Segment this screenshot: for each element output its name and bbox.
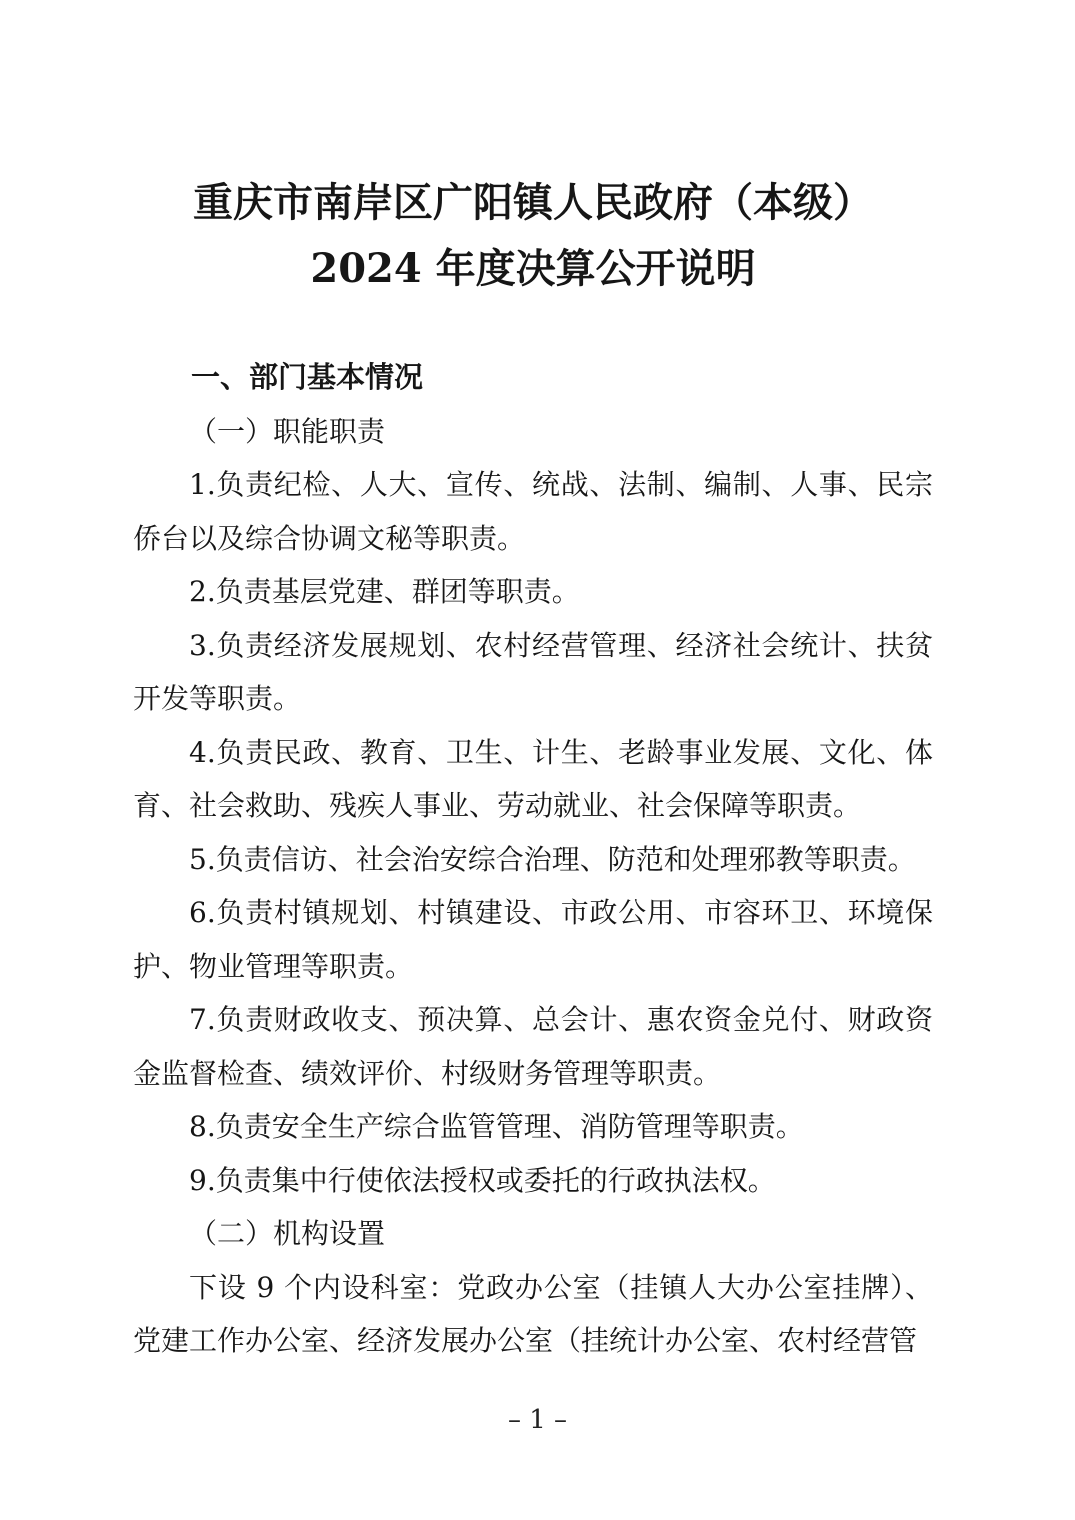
- subsection-heading-org-structure: （二）机构设置: [189, 1217, 386, 1250]
- duty-paragraph-1: 1.负责纪检、人大、宣传、统战、法制、编制、人事、民宗侨台以及综合协调文秘等职责。: [133, 468, 933, 555]
- document-title: [133, 170, 933, 302]
- org-structure-paragraph: 下设 9 个内设科室：党政办公室（挂镇人大办公室挂牌）、党建工作办公室、经济发展办公室（挂统计办公室、农村经营管: [133, 1270, 933, 1357]
- subsection-heading-duties: （一）职能职责: [189, 414, 386, 448]
- duty-paragraph-5: 5.负责信访、社会治安综合治理、防范和处理邪教等职责。: [189, 842, 916, 876]
- duty-paragraph-8: 8.负责安全生产综合监管管理、消防管理等职责。: [189, 1110, 804, 1143]
- duty-paragraph-9: 9.负责集中行使依法授权或委托的行政执法权。: [189, 1163, 776, 1197]
- duty-paragraph-7: 7.负责财政收支、预决算、总会计、惠农资金兑付、财政资金监督检查、绩效评价、村级财务管理等职责。: [133, 1003, 933, 1090]
- duty-paragraph-6: 6.负责村镇规划、村镇建设、市政公用、市容环卫、环境保护、物业管理等职责。: [133, 896, 933, 983]
- section-heading-basic-info: 一、部门基本情况: [191, 360, 424, 394]
- page-number: – 1 –: [507, 1405, 568, 1435]
- page-footer: [0, 1405, 1075, 1435]
- title-line-2: 2024 年度决算公开说明: [310, 245, 756, 292]
- duty-paragraph-2: 2.负责基层党建、群团等职责。: [189, 575, 580, 608]
- duty-paragraph-3: 3.负责经济发展规划、农村经营管理、经济社会统计、扶贫开发等职责。: [133, 628, 933, 715]
- document-body: [133, 351, 933, 1368]
- title-line-1: 重庆市南岸区广阳镇人民政府（本级）: [193, 179, 873, 226]
- duty-paragraph-4: 4.负责民政、教育、卫生、计生、老龄事业发展、文化、体育、社会救助、残疾人事业、劳动就业、社会保障等职责。: [133, 735, 933, 822]
